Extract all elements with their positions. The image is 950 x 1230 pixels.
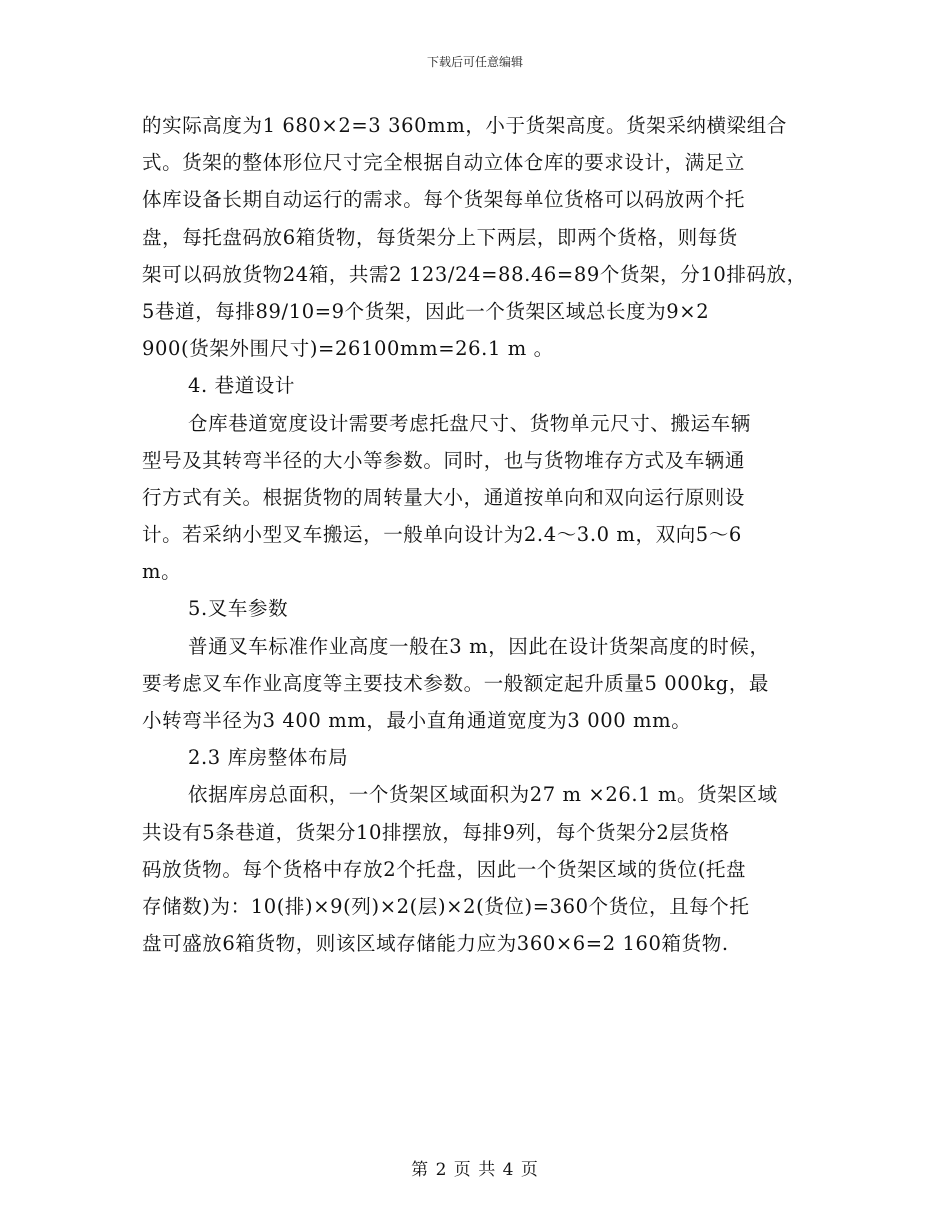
text-line: 计。若采纳小型叉车搬运，一般单向设计为2.4～3.0 m，双向5～6	[142, 523, 742, 547]
text-line: 共设有5条巷道，货架分10排摆放，每排9列，每个货架分2层货格	[142, 820, 730, 844]
text-line: 的实际高度为1 680×2=3 360mm，小于货架高度。货架采纳横梁组合	[142, 114, 787, 137]
text-line: 盘，每托盘码放6箱货物，每货架分上下两层，即两个货格，则每货	[142, 225, 738, 249]
text-line: 5巷道，每排89/10=9个货架，因此一个货架区域总长度为9×2	[142, 299, 710, 323]
text-line: m。	[142, 560, 182, 584]
text-line: 盘可盛放6箱货物，则该区域存储能力应为360×6=2 160箱货物.	[142, 932, 729, 956]
text-line: 架可以码放货物24箱，共需2 123/24=88.46=89个货架，分10排码放，	[142, 262, 807, 286]
text-line: 普通叉车标准作业高度一般在3 m，因此在设计货架高度的时候，	[188, 634, 770, 658]
text-line: 型号及其转弯半径的大小等参数。同时，也与货物堆存方式及车辆通	[142, 448, 746, 472]
text-line: 4. 巷道设计	[188, 374, 296, 398]
text-line: 体库设备长期自动运行的需求。每个货架每单位货格可以码放两个托	[142, 188, 746, 212]
text-line: 依据库房总面积，一个货架区域面积为27 m ×26.1 m。货架区域	[188, 783, 778, 807]
text-line: 小转弯半径为3 400 mm，最小直角通道宽度为3 000 mm。	[142, 709, 692, 732]
text-line: 5.叉车参数	[188, 597, 289, 621]
page-number: 第 2 页 共 4 页	[411, 1160, 539, 1180]
page-header: 下载后可任意编辑	[426, 55, 523, 69]
document-body	[142, 107, 832, 962]
text-line: 式。货架的整体形位尺寸完全根据自动立体仓库的要求设计，满足立	[142, 151, 746, 175]
text-line: 码放货物。每个货格中存放2个托盘，因此一个货架区域的货位(托盘	[142, 857, 747, 881]
text-line: 存储数)为：10(排)×9(列)×2(层)×2(货位)=360个货位，且每个托	[142, 894, 750, 918]
text-line: 仓库巷道宽度设计需要考虑托盘尺寸、货物单元尺寸、搬运车辆	[188, 411, 751, 435]
text-line: 900(货架外围尺寸)=26100mm=26.1 m 。	[142, 337, 554, 361]
text-line: 要考虑叉车作业高度等主要技术参数。一般额定起升质量5 000kg，最	[142, 671, 770, 695]
text-line: 行方式有关。根据货物的周转量大小，通道按单向和双向运行原则设	[142, 485, 746, 509]
text-line: 2.3 库房整体布局	[188, 746, 349, 770]
